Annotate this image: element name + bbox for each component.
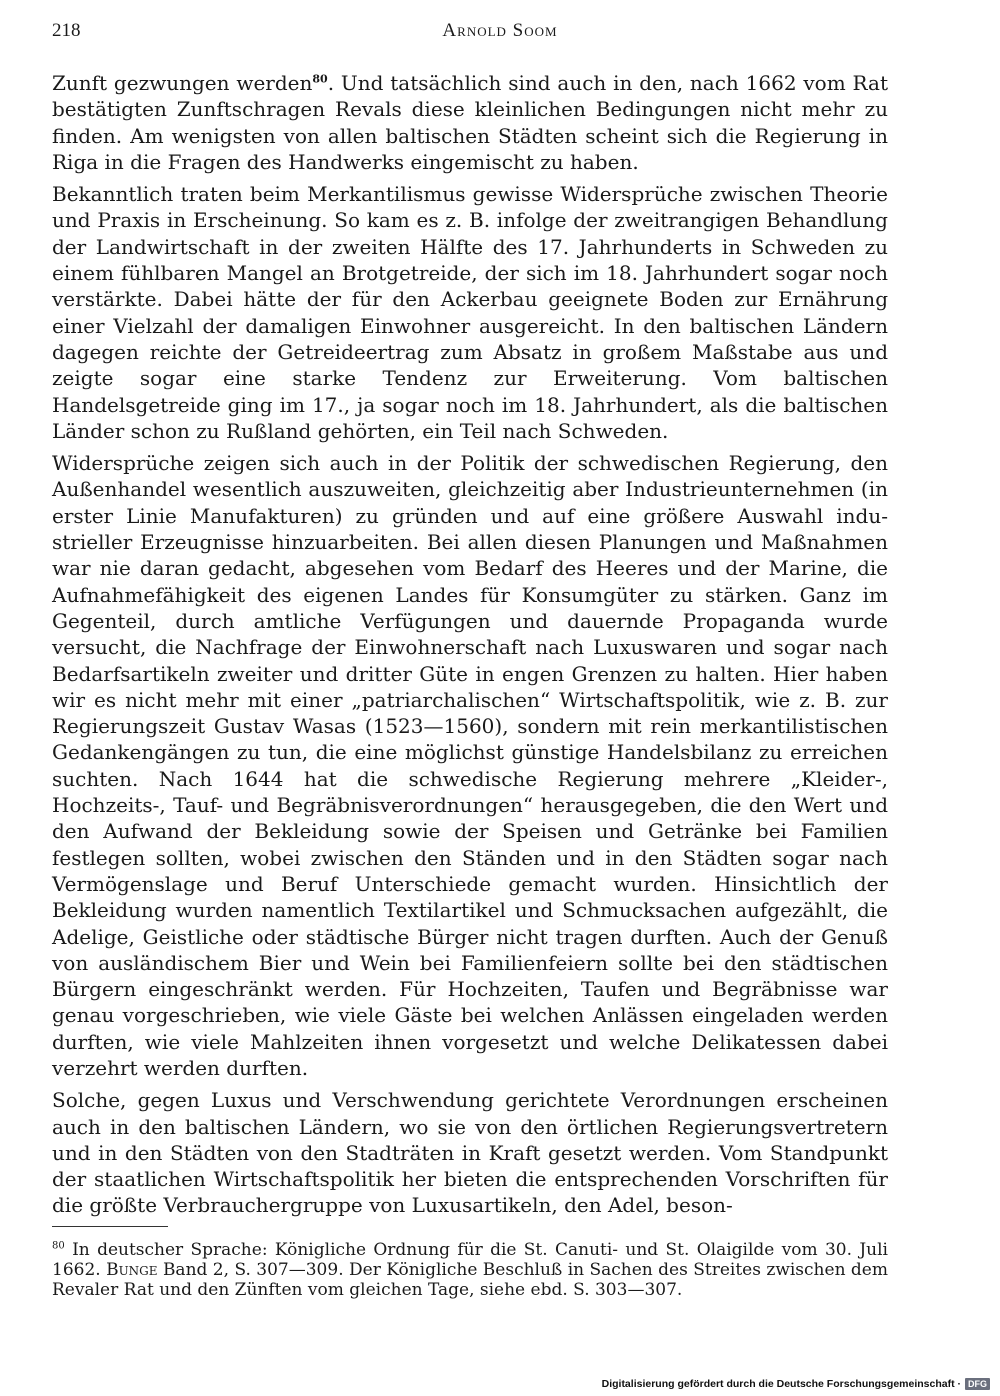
paragraph-3: Widersprüche zeigen sich auch in der Politik der schwedischen Regierung, den Außenhandel wesentlich auszuweiten, gleichzeitig aber Industrieunternehmen (in erster Linie Manufakturen) zu gründen und auf eine größere Auswahl industrieller Erzeugnisse hinzuarbeiten. Bei allen diesen Planungen und Maßnahmen war nie daran gedacht, abgesehen vom Bedarf des Heeres und der Marine, die Aufnahmefähigkeit des eigenen Landes für Konsumgüter zu stärken. Ganz im Gegenteil, durch amtliche Verfügungen und dauernde Propaganda wurde versucht, die Nachfrage der Einwohnerschaft nach Luxuswaren und sogar nach Bedarfsartikeln zweiter und dritter Güte in engen Grenzen zu halten. Hier haben wir es nicht mehr mit einer „patriarchalischen“ Wirtschaftspolitik, wie z. B. zur Regierungszeit Gustav Wasas (1523—1560), sondern mit rein merkantilistischen Gedankengängen zu tun, die eine möglichst günstige Handelsbilanz zu erreichen suchten. Nach 1644 hat die schwedische Regierung mehrere „Kleider-, Hochzeits-, Tauf- und Begräbnisverordnungen“ herausgegeben, die den Wert und den Aufwand der Bekleidung sowie der Speisen und Getränke bei Familien festlegen sollten, wobei zwischen den Ständen und in den Städten sogar nach Vermögenslage und Beruf Unterschiede gemacht wurden. Hinsichtlich der Bekleidung wurden namentlich Textilartikel und Schmucksachen aufgezählt, die Adelige, Geistliche oder städtische Bürger nicht tragen durften. Auch der Genuß von ausländischem Bier und Wein bei Familienfeiern sollte bei den städtischen Bürgern eingeschränkt werden. Für Hochzeiten, Taufen und Begräbnisse war genau vorgeschrieben, wie viele Gäste bei welchen Anlässen eingeladen werden durften, wie viele Mahlzeiten ihnen vorgesetzt und welche Delikatessen dabei verzehrt werden durften. (52, 451, 888, 1080)
paragraph-1-rest: . Und tatsächlich sind auch in den, nach 1662 vom Rat bestätigten Zunftschragen Revals diese kleinlichen Bedingungen nicht mehr zu finden. Am wenigsten von allen baltischen Städten scheint sich die Regierung in Riga in die Fragen des Handwerks eingemischt zu haben. (52, 71, 888, 174)
footnotes (52, 1240, 888, 1300)
footnote-reference: 80 (312, 72, 328, 86)
footnote-80 (52, 1240, 888, 1300)
footnote-divider (52, 1226, 168, 1227)
footnote-number: 80 (52, 1240, 65, 1252)
running-head: Arnold Soom (442, 20, 558, 41)
footnote-author: Bunge (106, 1260, 158, 1280)
footnote-text-start: In deutscher Sprache: Königliche Ordnung für die St. Canuti- und St. Olaigilde vom 30. Juli 1662. (52, 1240, 888, 1280)
funding-text: Digitalisierung gefördert durch die Deutsche Forschungsgemeinschaft · (601, 1378, 961, 1390)
funding-notice (602, 1376, 990, 1392)
page-number: 218 (52, 20, 81, 41)
dfg-logo: DFG (965, 1378, 990, 1390)
paragraph-1 (52, 70, 888, 175)
paragraph-4: Solche, gegen Luxus und Verschwendung gerichtete Verordnungen erscheinen auch in den baltischen Ländern, wo sie von den örtlichen Regierungsvertretern und in den Städten von den Stadträten in Kraft gesetzt werden. Vom Standpunkt der staatlichen Wirtschaftspolitik her bieten die entsprechenden Vorschriften für die größte Verbrauchergruppe von Luxusartikeln, den Adel, beson- (52, 1088, 888, 1218)
paragraph-1-start: Zunft gezwungen werden (52, 71, 313, 95)
footnote-text-end: Band 2, S. 307—309. Der Königliche Beschluß in Sachen des Streites zwischen dem Revaler Rat und den Zünften vom gleichen Tage, siehe ebd. S. 303—307. (52, 1260, 888, 1300)
main-text (52, 70, 888, 1225)
page-header (52, 20, 948, 46)
paragraph-2: Bekanntlich traten beim Merkantilismus gewisse Widersprüche zwischen Theorie und Praxis in Erscheinung. So kam es z. B. infolge der zweitrangigen Behandlung der Landwirtschaft in der zweiten Hälfte des 17. Jahrhunderts in Schweden zu einem fühlbaren Mangel an Brotgetreide, der sich im 18. Jahrhundert sogar noch verstärkte. Dabei hätte der für den Ackerbau geeignete Boden zur Ernährung einer Vielzahl der damaligen Einwohner ausgereicht. In den baltischen Ländern dagegen reichte der Getreideertrag zum Absatz in großem Maßstabe aus und zeigte sogar eine starke Tendenz zur Erweiterung. Vom baltischen Handelsgetreide ging im 17., ja sogar noch im 18. Jahrhundert, als die baltischen Länder schon zu Rußland gehörten, ein Teil nach Schweden. (52, 182, 888, 443)
